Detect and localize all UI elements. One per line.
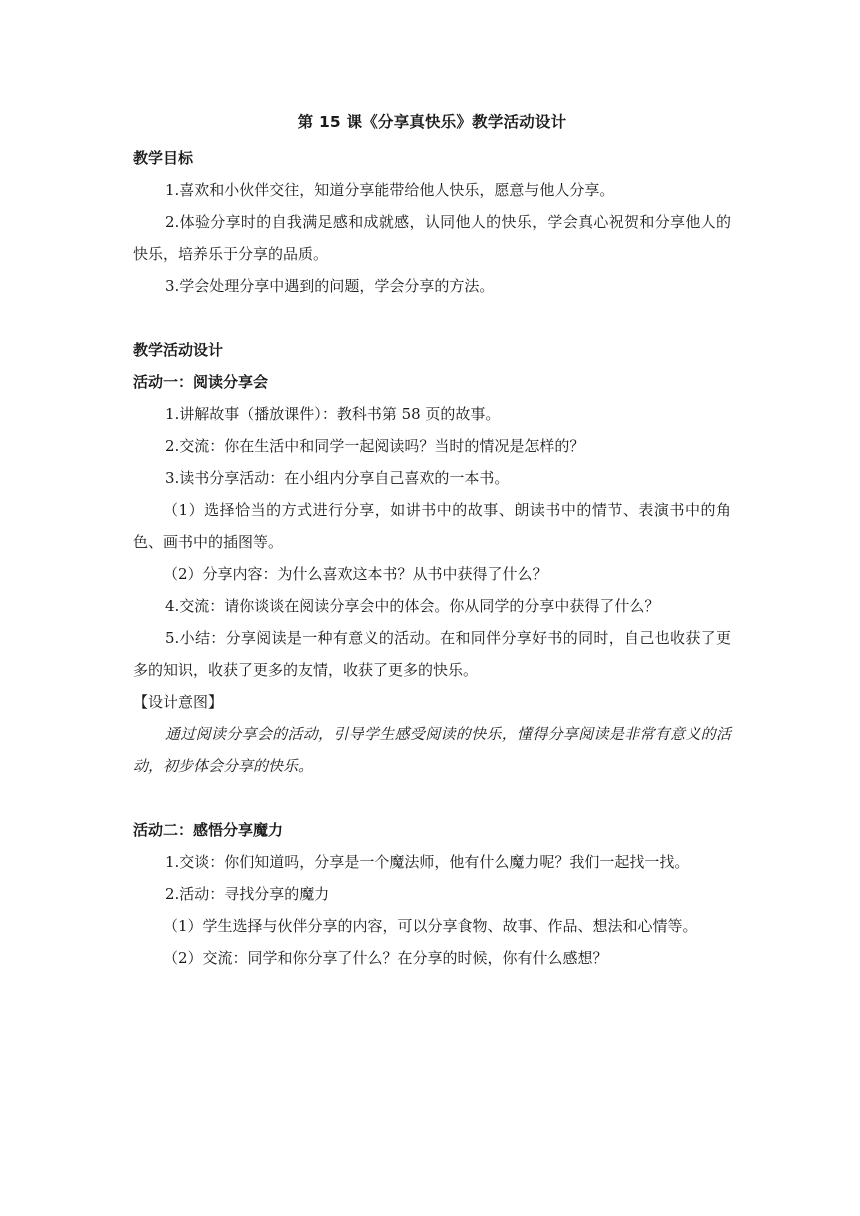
design-intent-label: 【设计意图】 — [133, 693, 224, 711]
document-page — [133, 108, 731, 974]
spacer — [133, 302, 731, 334]
activity-one-item: 5.小结：分享阅读是一种有意义的活动。在和同伴分享好书的同时，自己也收获了更多的知识，收获了更多的友情，收获了更多的快乐。 — [133, 629, 731, 679]
activity-one-item: 4.交流：请你谈谈在阅读分享会中的体会。你从同学的分享中获得了什么？ — [165, 597, 660, 615]
objective-item: 2.体验分享时的自我满足感和成就感，认同他人的快乐，学会真心祝贺和分享他人的快乐，培养乐于分享的品质。 — [133, 213, 731, 263]
activity-two-subitem: （1）学生选择与伙伴分享的内容，可以分享食物、故事、作品、想法和心情等。 — [163, 917, 698, 935]
activity-one-subitem: （1）选择恰当的方式进行分享，如讲书中的故事、朗读书中的情节、表演书中的角色、画书中的插图等。 — [133, 501, 731, 551]
spacer — [133, 782, 731, 814]
activity-two-heading: 活动二：感悟分享魔力 — [133, 821, 284, 839]
activity-one-item: 1.讲解故事（播放课件）：教科书第 58 页的故事。 — [165, 405, 501, 423]
activity-two-item: 2.活动：寻找分享的魔力 — [165, 885, 330, 903]
activity-one-item: 3.读书分享活动：在小组内分享自己喜欢的一本书。 — [165, 469, 510, 487]
objectives-heading: 教学目标 — [133, 149, 194, 167]
activity-two-item: 1.交谈：你们知道吗，分享是一个魔法师，他有什么魔力呢？我们一起找一找。 — [165, 853, 690, 871]
objective-item: 3.学会处理分享中遇到的问题，学会分享的方法。 — [165, 277, 495, 295]
objective-item: 1.喜欢和小伙伴交往，知道分享能带给他人快乐，愿意与他人分享。 — [165, 181, 615, 199]
design-intent-text: 通过阅读分享会的活动，引导学生感受阅读的快乐，懂得分享阅读是非常有意义的活动，初步体会分享的快乐。 — [133, 725, 731, 775]
document-title: 第 15 课《分享真快乐》教学活动设计 — [297, 113, 567, 131]
design-heading: 教学活动设计 — [133, 341, 224, 359]
activity-one-heading: 活动一：阅读分享会 — [133, 373, 269, 391]
activity-one-subitem: （2）分享内容：为什么喜欢这本书？从书中获得了什么？ — [163, 565, 548, 583]
activity-two-subitem: （2）交流：同学和你分享了什么？在分享的时候，你有什么感想？ — [163, 949, 608, 967]
activity-one-item: 2.交流：你在生活中和同学一起阅读吗？当时的情况是怎样的？ — [165, 437, 585, 455]
